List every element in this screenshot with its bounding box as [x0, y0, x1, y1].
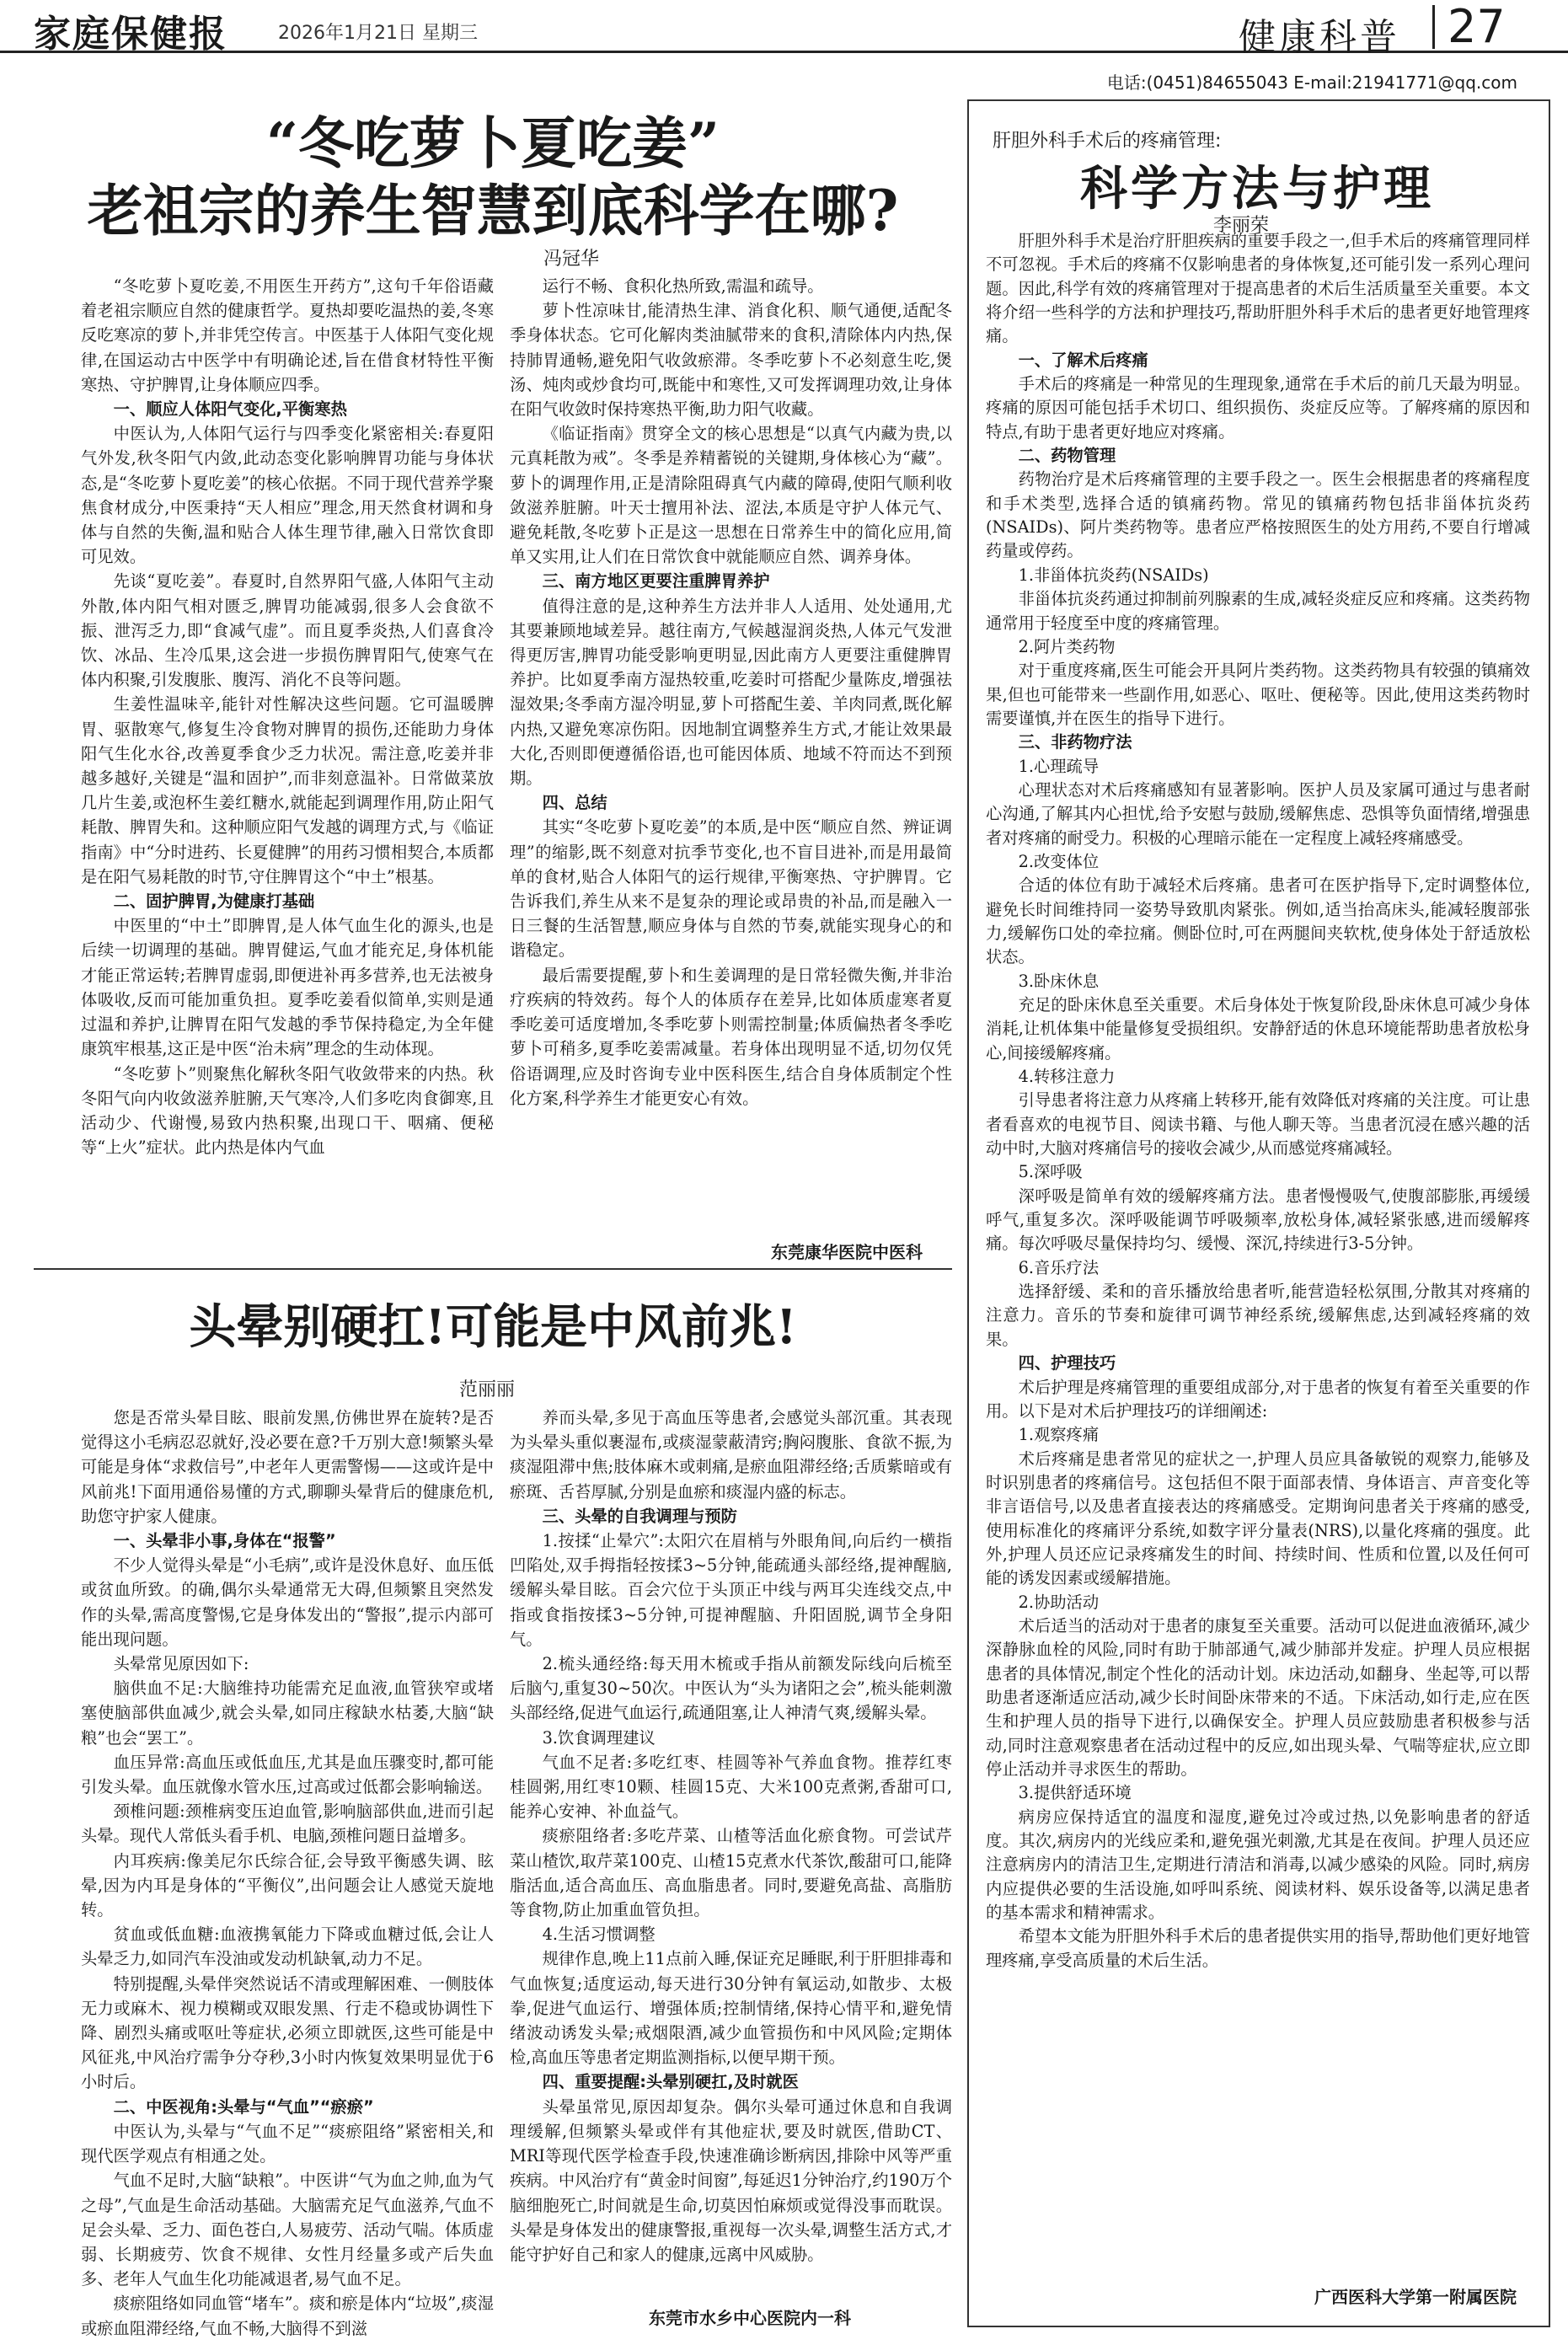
- section-heading: 四、护理技巧: [1018, 1353, 1116, 1373]
- paragraph: 痰瘀阻络者:多吃芹菜、山楂等活血化瘀食物。可尝试芹菜山楂饮,取芹菜100克、山楂15克煮水代茶饮,酸甜可口,能降脂活血,适合高血压、高血脂患者。同时,要避免高盐、高脂肪等食物,防止加重血管负担。: [510, 1826, 952, 1920]
- article1-author: 冯冠华: [543, 249, 600, 270]
- section-heading: 三、非药物疗法: [1018, 732, 1132, 752]
- paragraph: 萝卜性凉味甘,能清热生津、消食化积、顺气通便,适配冬季身体状态。它可化解肉类油腻带来的食积,清除体内内热,保持肺胃通畅,避免阳气收敛瘀滞。冬季吃萝卜不必刻意生吃,煲汤、炖肉或炒食均可,既能中和寒性,又可发挥调理功效,让身体在阳气收敛时保持寒热平衡,助力阳气收藏。: [510, 301, 952, 420]
- paragraph: 其实“冬吃萝卜夏吃姜”的本质,是中医“顺应自然、辨证调理”的缩影,既不刻意对抗季节变化,也不盲目进补,而是用最简单的食材,贴合人体阳气的运行规律,平衡寒热、守护脾胃。它告诉我们,养生从来不是复杂的理论或昂贵的补品,而是融入一日三餐的生活智慧,顺应身体与自然的节奏,就能实现身心的和谐稳定。: [510, 817, 952, 961]
- paragraph: 最后需要提醒,萝卜和生姜调理的是日常轻微失衡,并非治疗疾病的特效药。每个人的体质存在差异,比如体质虚寒者夏季吃姜可适度增加,冬季吃萝卜则需控制量;体质偏热者冬季吃萝卜可稍多,夏季吃姜需减量。若身体出现明显不适,切勿仅凭俗语调理,应及时咨询专业中医科医生,结合自身体质制定个性化方案,科学养生才能更安心有效。: [510, 965, 952, 1108]
- paragraph: 气血不足者:多吃红枣、桂圆等补气养血食物。推荐红枣桂圆粥,用红枣10颗、桂圆15克、大米100克煮粥,香甜可口,能养心安神、补血益气。: [510, 1752, 952, 1822]
- masthead: [0, 0, 1568, 59]
- paragraph: 4.转移注意力: [1018, 1067, 1116, 1087]
- paragraph: 2.阿片类药物: [1018, 636, 1116, 656]
- paragraph: 2.梳头通经络:每天用木梳或手指从前额发际线向后梳至后脑勺,重复30~50次。中医认为“头为诸阳之会”,梳头能刺激头部经络,促进气血运行,疏通阻塞,让人神清气爽,缓解头晕。: [510, 1654, 952, 1723]
- paragraph: 对于重度疼痛,医生可能会开具阿片类药物。这类药物具有较强的镇痛效果,但也可能带来一些副作用,如恶心、呕吐、便秘等。因此,使用这类药物时需要谨慎,并在医生的指导下进行。: [986, 661, 1530, 728]
- paragraph: 3.提供舒适环境: [1018, 1783, 1132, 1803]
- article2-title: 头晕别硬扛!可能是中风前兆!: [189, 1299, 797, 1355]
- section-heading: 二、中医视角:头晕与“气血”“瘀瘀”: [113, 2096, 374, 2117]
- newspaper-name: 家庭保健报: [34, 13, 227, 56]
- paragraph: 心理状态对术后疼痛感知有显著影响。医护人员及家属可通过与患者耐心沟通,了解其内心担忧,给予安慰与鼓励,缓解焦虑、恐惧等负面情绪,增强患者对疼痛的耐受力。积极的心理暗示能在一定程度上减轻疼痛感受。: [986, 779, 1530, 848]
- section-title: 健康科普: [1239, 16, 1400, 59]
- section-heading: 一、顺应人体阳气变化,平衡寒热: [113, 399, 347, 420]
- paragraph: 深呼吸是简单有效的缓解疼痛方法。患者慢慢吸气,使腹部膨胀,再缓缓呼气,重复多次。深呼吸能调节呼吸频率,放松身体,减轻紧张感,进而缓解疼痛。每次呼吸尽量保持均匀、缓慢、深沉,持续进行3-5分钟。: [986, 1186, 1530, 1254]
- paragraph: 血压异常:高血压或低血压,尤其是血压骤变时,都可能引发头晕。血压就像水管水压,过高或过低都会影响输送。: [81, 1752, 494, 1797]
- paragraph: 先谈“夏吃姜”。春夏时,自然界阳气盛,人体阳气主动外散,体内阳气相对匮乏,脾胃功能减弱,很多人会食欲不振、泄泻乏力,即“食减气虚”。而且夏季炎热,人们喜食冷饮、冰品、生冷瓜果,这会进一步损伤脾胃阳气,使寒气在体内积聚,引发腹胀、腹泻、消化不良等问题。: [81, 571, 494, 690]
- sidebar-kicker: 肝胆外科手术后的疼痛管理:: [993, 131, 1222, 152]
- sidebar-title: 科学方法与护理: [1080, 161, 1434, 217]
- paragraph: 气血不足时,大脑“缺粮”。中医讲“气为血之帅,血为气之母”,气血是生命活动基础。大脑需充足气血滋养,气血不足会头晕、乏力、面色苍白,人易疲劳、活动气喘。体质虚弱、长期疲劳、饮食不规律、女性月经量多或产后失血多、老年人气血生化功能减退者,易气血不足。: [81, 2171, 494, 2289]
- article2-source: 东莞市水乡中心医院内一科: [649, 2308, 851, 2328]
- article1-title: [34, 110, 952, 244]
- header-divider: [1432, 5, 1435, 49]
- paragraph: 希望本文能为肝胆外科手术后的患者提供实用的指导,帮助他们更好地管理疼痛,享受高质量的术后生活。: [986, 1926, 1530, 1970]
- paragraph: 术后护理是疼痛管理的重要组成部分,对于患者的恢复有着至关重要的作用。以下是对术后护理技巧的详细阐述:: [986, 1377, 1530, 1421]
- paragraph: 病房应保持适宜的温度和湿度,避免过冷或过热,以免影响患者的舒适度。其次,病房内的光线应柔和,避免强光刺激,尤其是在夜间。护理人员还应注意病房内的清洁卫生,定期进行清洁和消毒,以减少感染的风险。同时,病房内应提供必要的生活设施,如呼叫系统、阅读材料、娱乐设备等,以满足患者的基本需求和精神需求。: [986, 1807, 1530, 1923]
- article1-title-line1: “冬吃萝卜夏吃姜”: [266, 110, 720, 176]
- paragraph: 《临证指南》贯穿全文的核心思想是“以真气内藏为贵,以元真耗散为戒”。冬季是养精蓄锐的关键期,身体核心为“藏”。萝卜的调理作用,正是清除阻碍真气内藏的障碍,使阳气顺利收敛滋养脏腑。叶天士擅用补法、涩法,本质是守护人体元气、避免耗散,冬吃萝卜正是这一思想在日常养生中的简化应用,简单又实用,让人们在日常饮食中就能顺应自然、调养身体。: [510, 424, 952, 567]
- section-divider: [34, 1268, 952, 1270]
- paragraph: 1.按揉“止晕穴”:太阳穴在眉梢与外眼角间,向后约一横指凹陷处,双手拇指轻按揉3~5分钟,能疏通头部经络,提神醒脑,缓解头晕目眩。百会穴位于头顶正中线与两耳尖连线交点,中指或食指按揉3~5分钟,可提神醒脑、升阳固脱,调节全身阳气。: [510, 1531, 952, 1649]
- paragraph: 1.非甾体抗炎药(NSAIDs): [1018, 565, 1209, 585]
- paragraph: 生姜性温味辛,能针对性解决这些问题。它可温暖脾胃、驱散寒气,修复生冷食物对脾胃的损伤,还能助力身体阳气生化水谷,改善夏季食少乏力状况。需注意,吃姜并非越多越好,关键是“温和固护”,而非刻意温补。日常做菜放几片生姜,或泡杯生姜红糖水,就能起到调理作用,防止阳气耗散、脾胃失和。这种顺应阳气发越的调理方式,与《临证指南》中“分时进药、长夏健脾”的用药习惯相契合,本质都是在阳气易耗散的时节,守住脾胃这个“中土”根基。: [81, 694, 494, 886]
- paragraph: 颈椎问题:颈椎病变压迫血管,影响脑部供血,进而引起头晕。现代人常低头看手机、电脑,颈椎问题日益增多。: [81, 1802, 494, 1846]
- section-heading: 一、了解术后疼痛: [1018, 350, 1148, 370]
- paragraph: 充足的卧床休息至关重要。术后身体处于恢复阶段,卧床休息可减少身体消耗,让机体集中能量修复受损组织。安静舒适的休息环境能帮助患者放松身心,间接缓解疼痛。: [986, 995, 1530, 1063]
- sidebar-author: 李丽荣: [1213, 215, 1270, 236]
- section-heading: 三、南方地区更要注重脾胃养护: [542, 571, 770, 592]
- paragraph: “冬吃萝卜”则聚焦化解秋冬阳气收敛带来的内热。秋冬阳气向内收敛滋养脏腑,天气寒冷,人们多吃肉食御寒,且活动少、代谢慢,易致内热积聚,出现口干、咽痛、便秘等“上火”症状。此内热是体内气血: [81, 1063, 494, 1158]
- paragraph: 2.协助活动: [1018, 1592, 1100, 1612]
- paragraph: 3.卧床休息: [1018, 971, 1100, 991]
- paragraph: 中医认为,头晕与“气血不足”“痰瘀阻络”紧密相关,和现代医学观点有相通之处。: [81, 2121, 494, 2166]
- article1-source: 东莞康华医院中医科: [771, 1242, 923, 1262]
- sidebar-source: 广西医科大学第一附属医院: [1314, 2287, 1517, 2307]
- page-number: 27: [1448, 0, 1506, 53]
- paragraph: “冬吃萝卜夏吃姜,不用医生开药方”,这句千年俗语藏着老祖宗顺应自然的健康哲学。夏热却要吃温热的姜,冬寒反吃寒凉的萝卜,并非凭空传言。中医基于人体阳气变化规律,在国运动古中医学中有明确论述,旨在借食材特性平衡寒热、守护脾胃,让身体顺应四季。: [81, 276, 494, 394]
- article1-title-line2: 老祖宗的养生智慧到底科学在哪?: [87, 178, 899, 244]
- paragraph: 内耳疾病:像美尼尔氏综合征,会导致平衡感失调、眩晕,因为内耳是身体的“平衡仪”,出问题会让人感觉天旋地转。: [81, 1850, 494, 1920]
- sidebar-body: [986, 229, 1530, 2277]
- paragraph: 非甾体抗炎药通过抑制前列腺素的生成,减轻炎症反应和疼痛。这类药物通常用于轻度至中度的疼痛管理。: [986, 589, 1530, 633]
- paragraph: 痰瘀阻络如同血管“堵车”。痰和瘀是体内“垃圾”,痰湿或瘀血阻滞经络,气血不畅,大脑得不到滋: [81, 2294, 494, 2338]
- paragraph: 头晕常见原因如下:: [113, 1654, 249, 1674]
- paragraph: 5.深呼吸: [1018, 1162, 1083, 1182]
- paragraph: 规律作息,晚上11点前入睡,保证充足睡眠,利于肝胆排毒和气血恢复;适度运动,每天进行30分钟有氧运动,如散步、太极拳,促进气血运行、增强体质;控制情绪,保持心情平和,避免情绪波动诱发头晕;戒烟限酒,减少血管损伤和中风风险;定期体检,高血压等患者定期监测指标,以便早期干预。: [510, 1949, 952, 2068]
- paragraph: 术后适当的活动对于患者的康复至关重要。活动可以促进血液循环,减少深静脉血栓的风险,同时有助于肺部通气,减少肺部并发症。护理人员应根据患者的具体情况,制定个性化的活动计划。床边活动,如翻身、坐起等,可以帮助患者逐渐适应活动,减少长时间卧床带来的不适。下床活动,如行走,应在医生和护理人员的指导下进行,以确保安全。护理人员应鼓励患者积极参与活动,同时注意观察患者在活动过程中的反应,如出现头晕、气喘等症状,应立即停止活动并寻求医生的帮助。: [986, 1615, 1530, 1779]
- section-heading: 二、药物管理: [1018, 446, 1116, 466]
- paragraph: 3.饮食调理建议: [542, 1727, 656, 1748]
- section-heading: 四、重要提醒:头晕别硬扛,及时就医: [542, 2072, 799, 2092]
- paragraph: 合适的体位有助于减轻术后疼痛。患者可在医护指导下,定时调整体位,避免长时间维持同一姿势导致肌肉紧张。例如,适当抬高床头,能减轻腹部张力,缓解伤口处的牵拉痛。侧卧位时,可在两腿间夹软枕,使身体处于舒适放松状态。: [986, 875, 1530, 967]
- paragraph: 不少人觉得头晕是“小毛病”,或许是没休息好、血压低或贫血所致。的确,偶尔头晕通常无大碍,但频繁且突然发作的头晕,需高度警惕,它是身体发出的“警报”,提示内部可能出现问题。: [81, 1555, 494, 1649]
- contact-info: 电话:(0451)84655043 E-mail:21941771@qq.com: [1106, 72, 1517, 93]
- paragraph: 贫血或低血糖:血液携氧能力下降或血糖过低,会让人头晕乏力,如同汽车没油或发动机缺氧,动力不足。: [81, 1925, 494, 1969]
- paragraph: 运行不畅、食积化热所致,需温和疏导。: [542, 276, 824, 296]
- paragraph: 值得注意的是,这种养生方法并非人人适用、处处通用,尤其要兼顾地域差异。越往南方,气候越湿润炎热,人体元气发泄得更厉害,脾胃功能受影响更明显,因此南方人更要注重健脾胃养护。比如夏季南方湿热较重,吃姜时可搭配少量陈皮,增强祛湿效果;冬季南方湿冷明显,萝卜可搭配生姜、羊肉同煮,既化解内热,又避免寒凉伤阳。因地制宜调整养生方式,才能让效果最大化,否则即便遵循俗语,也可能因体质、地域不符而达不到预期。: [510, 596, 952, 789]
- paragraph: 肝胆外科手术是治疗肝胆疾病的重要手段之一,但手术后的疼痛管理同样不可忽视。手术后的疼痛不仅影响患者的身体恢复,还可能引发一系列心理问题。因此,科学有效的疼痛管理对于提高患者的术后生活质量至关重要。本文将介绍一些科学的方法和护理技巧,帮助肝胆外科手术后的患者更好地管理疼痛。: [986, 231, 1530, 346]
- paragraph: 中医认为,人体阳气运行与四季变化紧密相关:春夏阳气外发,秋冬阳气内敛,此动态变化影响脾胃功能与身体状态,是“冬吃萝卜夏吃姜”的核心依据。不同于现代营养学聚焦食材成分,中医秉持“天人相应”理念,用天然食材调和身体与自然的失衡,温和贴合人体生理节律,融入日常饮食即可见效。: [81, 424, 494, 567]
- section-heading: 一、头晕非小事,身体在“报警”: [113, 1531, 336, 1551]
- paragraph: 中医里的“中土”即脾胃,是人体气血生化的源头,也是后续一切调理的基础。脾胃健运,气血才能充足,身体机能才能正常运转;若脾胃虚弱,即便进补再多营养,也无法被身体吸收,反而可能加重负担。夏季吃姜看似简单,实则是通过温和养护,让脾胃在阳气发越的季节保持稳定,为全年健康筑牢根基,这正是中医“治未病”理念的生动体现。: [81, 916, 494, 1059]
- paragraph: 特别提醒,头晕伴突然说话不清或理解困难、一侧肢体无力或麻木、视力模糊或双眼发黑、行走不稳或协调性下降、剧烈头痛或呕吐等症状,必须立即就医,这些可能是中风征兆,中风治疗需争分夺秒,3小时内恢复效果明显优于6小时后。: [81, 1973, 494, 2092]
- article2-author: 范丽丽: [459, 1379, 516, 1400]
- paragraph: 术后疼痛是患者常见的症状之一,护理人员应具备敏锐的观察力,能够及时识别患者的疼痛信号。这包括但不限于面部表情、身体语言、声音变化等非言语信号,以及患者直接表达的疼痛感受。定期询问患者关于疼痛的感受,使用标准化的疼痛评分系统,如数字评分量表(NRS),以量化疼痛的强度。此外,护理人员还应记录疼痛发生的时间、持续时间、性质和位置,以及任何可能的诱发因素或缓解措施。: [986, 1448, 1530, 1588]
- paragraph: 养而头晕,多见于高血压等患者,会感觉头部沉重。其表现为头晕头重似裹湿布,或痰湿蒙蔽清窍;胸闷腹胀、食欲不振,为痰湿阻滞中焦;肢体麻木或刺痛,是瘀血阻滞经络;舌质紫暗或有瘀斑、舌苔厚腻,分别是血瘀和痰湿内盛的标志。: [510, 1408, 952, 1502]
- paragraph: 2.改变体位: [1018, 851, 1100, 871]
- article1-column-1: [81, 274, 494, 1230]
- paragraph: 选择舒缓、柔和的音乐播放给患者听,能营造轻松氛围,分散其对疼痛的注意力。音乐的节奏和旋律可调节神经系统,缓解焦虑,达到减轻疼痛的效果。: [986, 1282, 1530, 1349]
- paragraph: 脑供血不足:大脑维持功能需充足血液,血管狭窄或堵塞使脑部供血减少,就会头晕,如同庄稼缺水枯萎,大脑“缺粮”也会“罢工”。: [81, 1678, 494, 1748]
- issue-date: 2026年1月21日 星期三: [278, 23, 478, 44]
- article1-column-2: [510, 274, 952, 1230]
- section-heading: 二、固护脾胃,为健康打基础: [113, 891, 315, 912]
- section-heading: 四、总结: [542, 793, 607, 813]
- paragraph: 手术后的疼痛是一种常见的生理现象,通常在手术后的前几天最为明显。疼痛的原因可能包括手术切口、组织损伤、炎症反应等。了解疼痛的原因和特点,有助于患者更好地应对疼痛。: [986, 374, 1530, 442]
- paragraph: 4.生活习惯调整: [542, 1925, 656, 1945]
- paragraph: 药物治疗是术后疼痛管理的主要手段之一。医生会根据患者的疼痛程度和手术类型,选择合适的镇痛药物。常见的镇痛药物包括非甾体抗炎药(NSAIDs)、阿片类药物等。患者应严格按照医生的处方用药,不要自行增减药量或停药。: [986, 469, 1530, 561]
- paragraph: 1.心理疏导: [1018, 756, 1100, 776]
- section-heading: 三、头晕的自我调理与预防: [542, 1506, 737, 1526]
- paragraph: 引导患者将注意力从疼痛上转移开,能有效降低对疼痛的关注度。可让患者看喜欢的电视节目、阅读书籍、与他人聊天等。当患者沉浸在感兴趣的活动中时,大脑对疼痛信号的接收会减少,从而感觉疼痛减轻。: [986, 1090, 1530, 1159]
- paragraph: 6.音乐疗法: [1018, 1257, 1100, 1277]
- paragraph: 1.观察疼痛: [1018, 1425, 1100, 1445]
- article2-column-2: [510, 1405, 952, 2299]
- article2-column-1: [81, 1405, 494, 2338]
- paragraph: 您是否常头晕目眩、眼前发黑,仿佛世界在旋转?是否觉得这小毛病忍忍就好,没必要在意?千万别大意!频繁头晕可能是身体“求救信号”,中老年人更需警惕——这或许是中风前兆!下面用通俗易懂的方式,聊聊头晕背后的健康危机,助您守护家人健康。: [81, 1408, 494, 1526]
- paragraph: 头晕虽常见,原因却复杂。偶尔头晕可通过休息和自我调理缓解,但频繁头晕或伴有其他症状,要及时就医,借助CT、MRI等现代医学检查手段,快速准确诊断病因,排除中风等严重疾病。中风治疗有“黄金时间窗”,每延迟1分钟治疗,约190万个脑细胞死亡,时间就是生命,切莫因怕麻烦或觉得没事而耽误。头晕是身体发出的健康警报,重视每一次头晕,调整生活方式,才能守护好自己和家人的健康,远离中风威胁。: [510, 2096, 952, 2264]
